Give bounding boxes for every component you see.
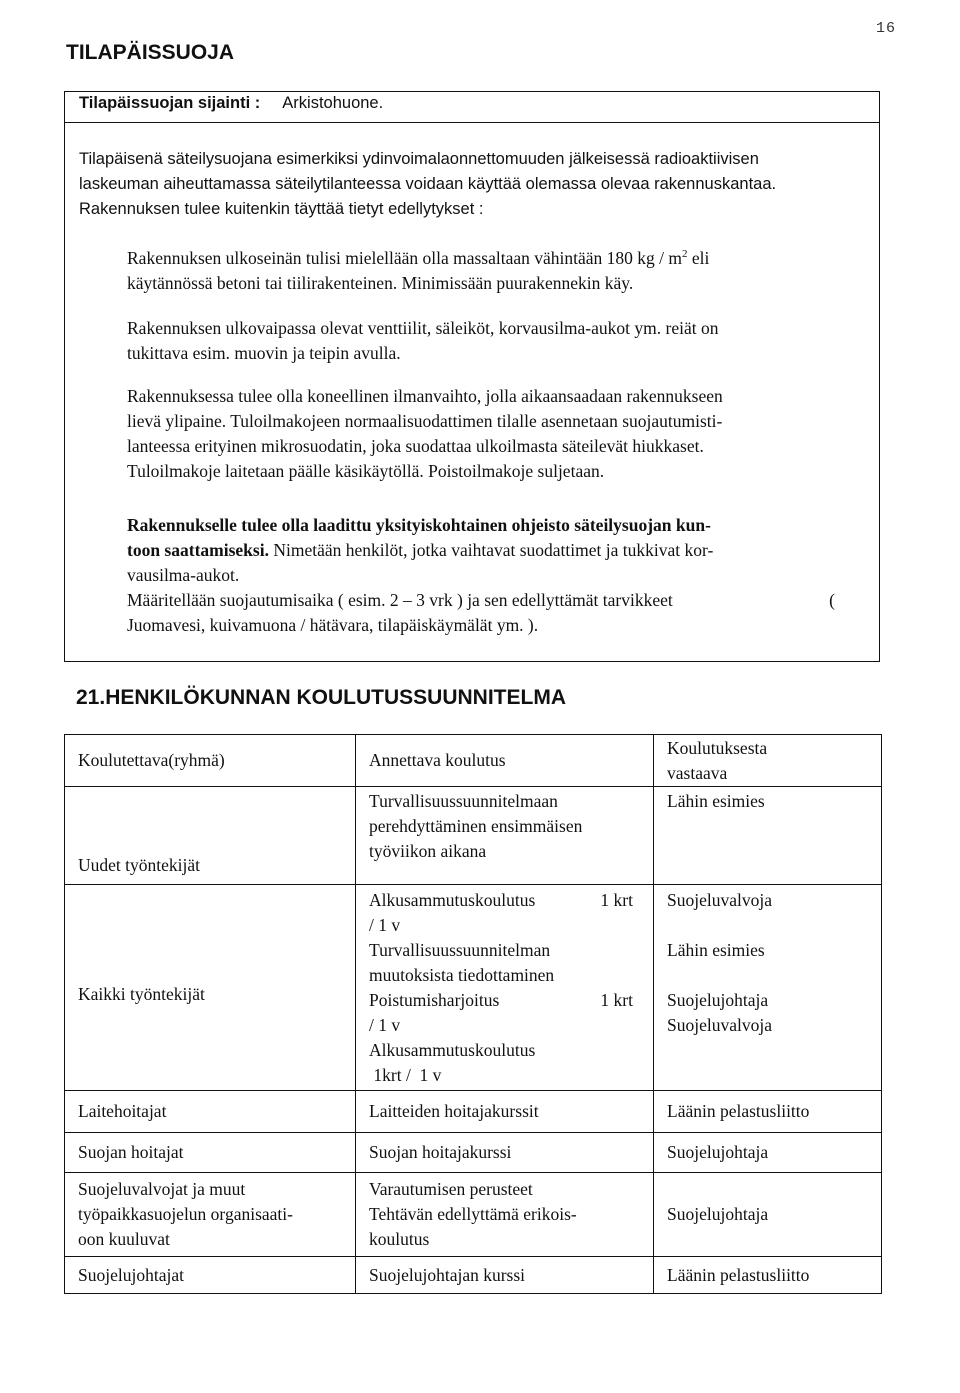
responsible-text: Lähin esimies (667, 940, 765, 960)
shelter-info-box (64, 91, 880, 662)
training-text: Alkusammutuskoulutus (369, 890, 536, 910)
training-text: Alkusammutuskoulutus (369, 1040, 536, 1060)
training-text: Laitteiden hoitajakurssit (369, 1101, 539, 1121)
training-frequency-cont: / 1 v (369, 915, 401, 935)
group-cell (65, 1257, 356, 1294)
header-training-text: Annettava koulutus (369, 750, 506, 770)
training-cell (356, 787, 654, 885)
training-line: perehdyttäminen ensimmäisen (369, 816, 583, 836)
ventilation-line: Tuloilmakoje laitetaan päälle käsikäytöllä. Poistoilmakoje suljetaan. (127, 461, 605, 481)
define-paren: ( (829, 590, 835, 610)
training-line: Turvallisuussuunnitelmaan (369, 791, 558, 811)
training-text: koulutus (369, 1229, 430, 1249)
instructions-bold-line: Rakennukselle tulee olla laadittu yksityiskohtainen ohjeisto säteilysuojan kun- (127, 515, 711, 535)
responsible-text: Suojeluvalvoja (667, 1015, 772, 1035)
group-cell (65, 1091, 356, 1133)
shelter-box-body (65, 123, 879, 638)
training-text: Poistumisharjoitus (369, 990, 500, 1010)
responsible-cell (654, 885, 882, 1091)
responsible-cell (654, 1133, 882, 1173)
location-spacer (265, 94, 279, 112)
group-text: Suojeluvalvojat ja muut (78, 1179, 246, 1199)
define-line (127, 588, 835, 613)
intro-line: Rakennuksen tulee kuitenkin täyttää tietyt edellytykset : (79, 200, 484, 218)
location-label: Tilapäissuojan sijainti : (79, 94, 261, 112)
responsible-text: Läänin pelastusliitto (667, 1101, 810, 1121)
table-header-row (65, 735, 882, 787)
group-text: Suojelujohtajat (78, 1264, 184, 1285)
intro-line: laskeuman aiheuttamassa säteilytilanteessa voidaan käyttää olemassa olevaa rakennuskantaa. (79, 175, 777, 193)
group-text: oon kuuluvat (78, 1229, 170, 1249)
training-frequency: 1 krt (600, 890, 633, 910)
responsible-text: Suojelujohtaja (667, 1204, 769, 1224)
table-row (65, 1091, 882, 1133)
instructions-line: vausilma-aukot. (127, 565, 240, 585)
header-training (356, 735, 654, 787)
training-line: työviikon aikana (369, 841, 487, 861)
vent-line: tukittava esim. muovin ja teipin avulla. (127, 343, 401, 363)
vent-line: Rakennuksen ulkovaipassa olevat venttiilit, säleiköt, korvausilma-aukot ym. reiät on (127, 318, 719, 338)
responsible-spacer (667, 963, 873, 988)
responsible-cell (654, 787, 882, 885)
group-cell (65, 885, 356, 1091)
group-text: Laitehoitajat (78, 1101, 167, 1121)
ventilation-line: Rakennuksessa tulee olla koneellinen ilmanvaihto, jolla aikaansaadaan rakennukseen (127, 386, 723, 406)
training-plan-table (64, 734, 882, 1294)
page-title: TILAPÄISSUOJA (66, 41, 235, 64)
training-cell (356, 1133, 654, 1173)
instructions-line: Nimetään henkilöt, jotka vaihtavat suodattimet ja tukkivat kor- (268, 540, 714, 560)
table-row (65, 1133, 882, 1173)
training-text: Suojelujohtajan kurssi (369, 1264, 526, 1285)
instructions-paragraph (127, 513, 855, 638)
responsible-text: Suojelujohtaja (667, 1142, 769, 1162)
training-text: Tehtävän edellyttämä erikois- (369, 1204, 577, 1224)
define-line-2: Juomavesi, kuivamuona / hätävara, tilapäiskäymälät ym. ). (127, 615, 539, 635)
training-item (369, 988, 645, 1013)
intro-paragraph (79, 147, 879, 222)
responsible-text: Suojeluvalvoja (667, 890, 772, 910)
training-item (369, 888, 645, 913)
responsible-text: Suojelujohtaja (667, 990, 769, 1010)
location-value: Arkistohuone. (282, 94, 384, 112)
table-row (65, 1257, 882, 1294)
instructions-bold-end: toon saattamiseksi. (127, 540, 269, 560)
group-text: Uudet työntekijät (78, 855, 200, 875)
define-text: Määritellään suojautumisaika ( esim. 2 – 3 vrk ) ja sen edellyttämät tarvikkeet (127, 590, 673, 610)
ventilation-requirement (127, 384, 855, 484)
intro-line: Tilapäisenä säteilysuojana esimerkiksi ydinvoimalaonnettomuuden jälkeisessä radioaktiivisen (79, 150, 759, 168)
training-cell (356, 1091, 654, 1133)
responsible-spacer (667, 913, 873, 938)
wall-requirement (127, 246, 855, 296)
group-text: Suojan hoitajat (78, 1142, 184, 1162)
wall-superscript: 2 (682, 248, 688, 260)
ventilation-line: lievä ylipaine. Tuloilmakojeen normaalisuodattimen tilalle asennetaan suojautumisti- (127, 411, 723, 431)
responsible-text: Läänin pelastusliitto (667, 1264, 810, 1285)
table-row (65, 787, 882, 885)
training-cell (356, 1257, 654, 1294)
table-row (65, 885, 882, 1091)
training-text: Turvallisuussuunnitelman (369, 940, 551, 960)
group-text: Kaikki työntekijät (78, 984, 205, 1004)
header-responsible-line: vastaava (667, 762, 728, 783)
wall-line-1-end: eli (687, 248, 710, 268)
training-text: Varautumisen perusteet (369, 1179, 533, 1199)
responsible-text: Lähin esimies (667, 791, 765, 811)
responsible-cell (654, 1257, 882, 1294)
group-cell (65, 787, 356, 885)
header-responsible (654, 735, 882, 787)
group-cell (65, 1173, 356, 1257)
wall-line-2: käytännössä betoni tai tiilirakenteinen. Minimissään puurakennekin käy. (127, 273, 634, 293)
responsible-cell (654, 1091, 882, 1133)
vent-requirement (127, 316, 855, 366)
training-cell (356, 1173, 654, 1257)
ventilation-line: lanteessa erityinen mikrosuodatin, joka suodattaa ulkoilmasta säteilevät hiukkaset. (127, 436, 704, 456)
training-frequency: 1 krt (600, 990, 633, 1010)
page-number: 16 (875, 20, 896, 37)
section-title: 21.HENKILÖKUNNAN KOULUTUSSUUNNITELMA (76, 686, 567, 709)
training-frequency-cont: 1krt / 1 v (369, 1065, 442, 1085)
training-text: muutoksista tiedottaminen (369, 965, 555, 985)
training-frequency-cont: / 1 v (369, 1015, 401, 1035)
header-group (65, 735, 356, 787)
training-text: Suojan hoitajakurssi (369, 1142, 512, 1162)
header-responsible-line: Koulutuksesta (667, 737, 768, 758)
shelter-location-row (65, 92, 879, 123)
header-group-text: Koulutettava(ryhmä) (78, 750, 225, 770)
wall-line-1: Rakennuksen ulkoseinän tulisi mielellään olla massaltaan vähintään 180 kg / m (127, 248, 683, 268)
group-text: työpaikkasuojelun organisaati- (78, 1204, 293, 1224)
training-cell (356, 885, 654, 1091)
group-cell (65, 1133, 356, 1173)
responsible-cell (654, 1173, 882, 1257)
table-row (65, 1173, 882, 1257)
